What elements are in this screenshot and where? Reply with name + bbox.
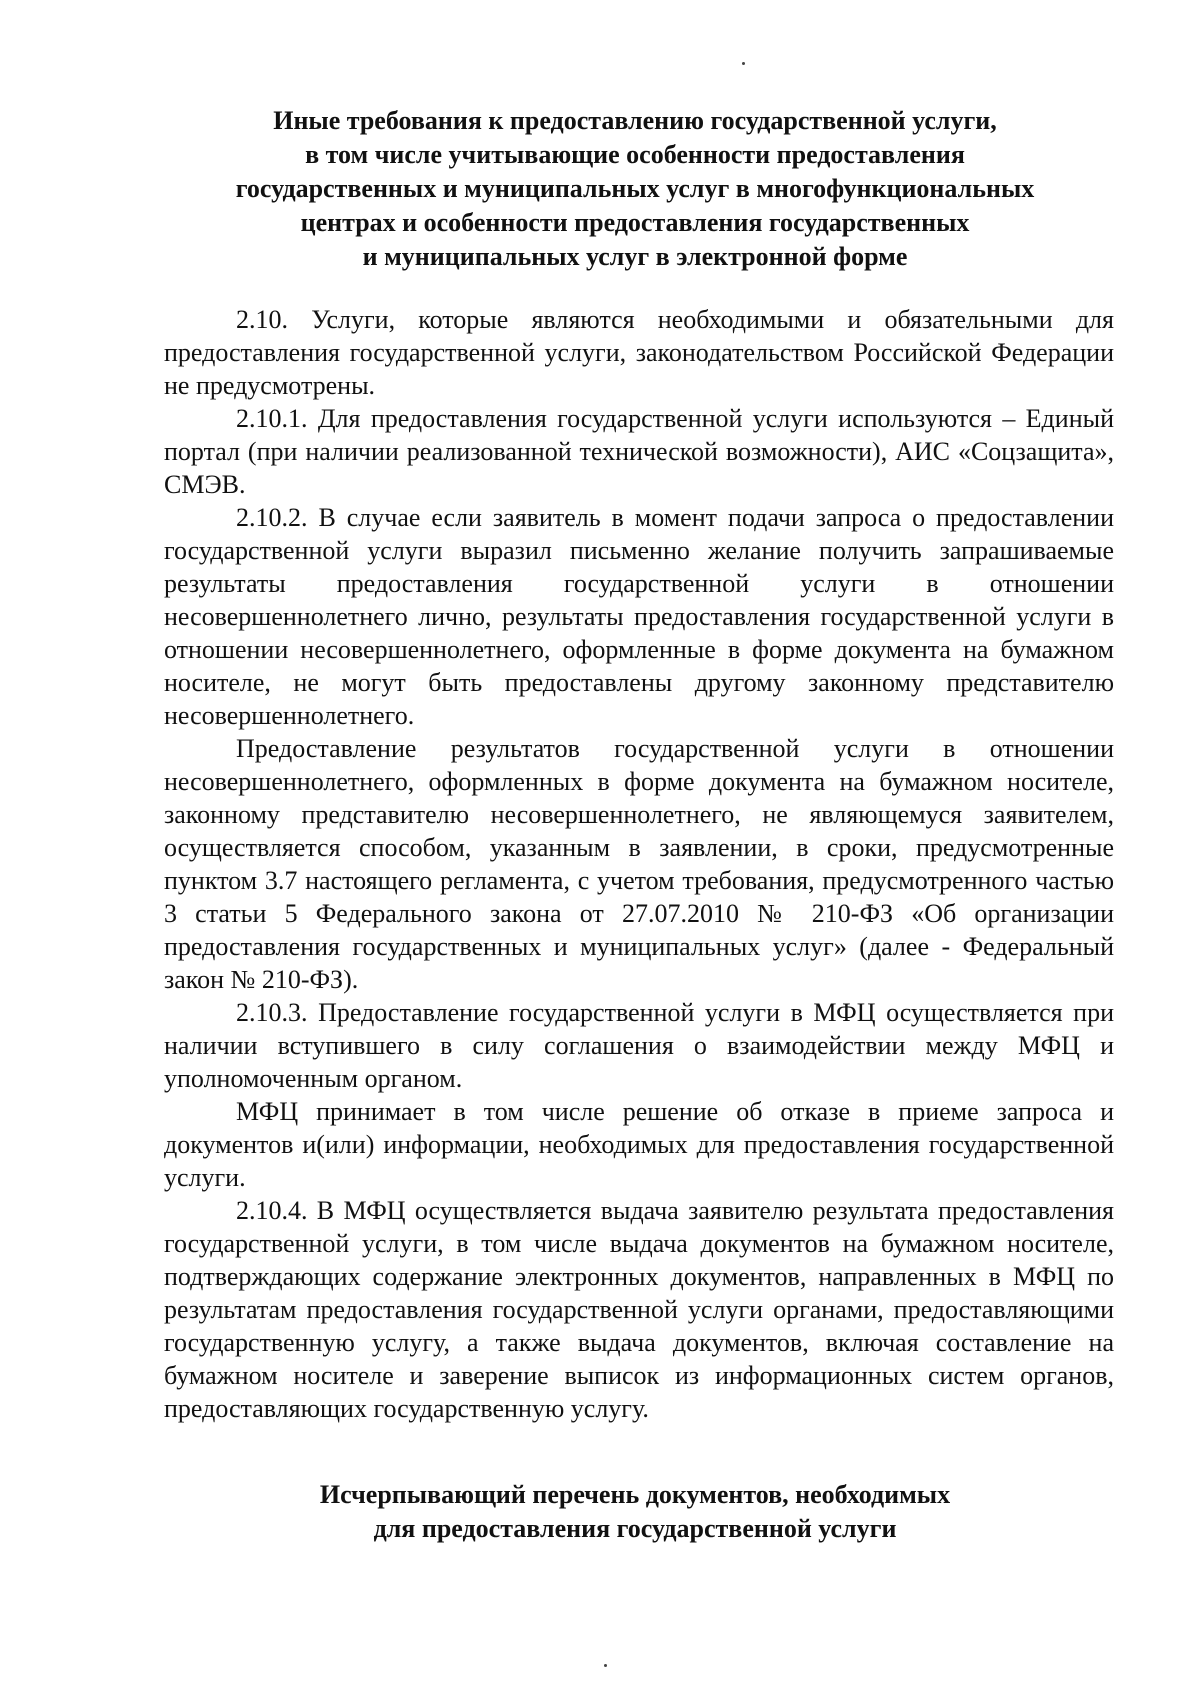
heading-line: Иные требования к предоставлению государственной услуги, — [273, 106, 997, 135]
paragraph-2-10-3: 2.10.3. Предоставление государственной услуги в МФЦ осуществляется при наличии вступившего в силу соглашения о взаимодействии между МФЦ и уполномоченным органом. — [164, 998, 1114, 1093]
scan-speck — [604, 1664, 607, 1667]
document-body — [164, 303, 1114, 1425]
heading-line: и муниципальных услуг в электронной форме — [362, 242, 908, 271]
heading-line: центрах и особенности предоставления государственных — [300, 208, 970, 237]
paragraph-2-10-2: 2.10.2. В случае если заявитель в момент подачи запроса о предоставлении государственной услуги выразил письменно желание получить запрашиваемые результаты предоставления государственной услуги в отношении несовершеннолетнего лично, результаты предоставления государственной услуги в отношении несовершеннолетнего, оформленные в форме документа на бумажном носителе, не могут быть предоставлены другому законному представителю несовершеннолетнего. — [164, 503, 1114, 730]
heading-line: государственных и муниципальных услуг в многофункциональных — [235, 174, 1035, 203]
section-heading — [160, 1478, 1110, 1546]
scan-speck — [742, 62, 745, 65]
paragraph-2-10-2-continued: Предоставление результатов государственной услуги в отношении несовершеннолетнего, оформленных в форме документа на бумажном носителе, законному представителю несовершеннолетнего, не являющемуся заявителем, осуществляется способом, указанным в заявлении, в сроки, предусмотренные пунктом 3.7 настоящего регламента, с учетом требования, предусмотренного частью 3 статьи 5 Федерального закона от 27.07.2010 № 210-ФЗ «Об организации предоставления государственных и муниципальных услуг» (далее - Федеральный закон № 210-ФЗ). — [164, 734, 1114, 994]
heading-line: Исчерпывающий перечень документов, необходимых — [319, 1480, 951, 1509]
paragraph-2-10: 2.10. Услуги, которые являются необходимыми и обязательными для предоставления государственной услуги, законодательством Российской Федерации не предусмотрены. — [164, 305, 1114, 400]
heading-line: для предоставления государственной услуги — [373, 1514, 897, 1543]
paragraph-2-10-4: 2.10.4. В МФЦ осуществляется выдача заявителю результата предоставления государственной услуги, в том числе выдача документов на бумажном носителе, подтверждающих содержание электронных документов, направленных в МФЦ по результатам предоставления государственной услуги органами, предоставляющими государственную услугу, а также выдача документов, включая составление на бумажном носителе и заверение выписок из информационных систем органов, предоставляющих государственную услугу. — [164, 1196, 1114, 1423]
paragraph-2-10-3-continued: МФЦ принимает в том числе решение об отказе в приеме запроса и документов и(или) информации, необходимых для предоставления государственной услуги. — [164, 1097, 1114, 1192]
heading-line: в том числе учитывающие особенности предоставления — [305, 140, 965, 169]
section-heading — [160, 104, 1110, 274]
paragraph-2-10-1: 2.10.1. Для предоставления государственной услуги используются – Единый портал (при наличии реализованной технической возможности), АИС «Соцзащита», СМЭВ. — [164, 404, 1114, 499]
